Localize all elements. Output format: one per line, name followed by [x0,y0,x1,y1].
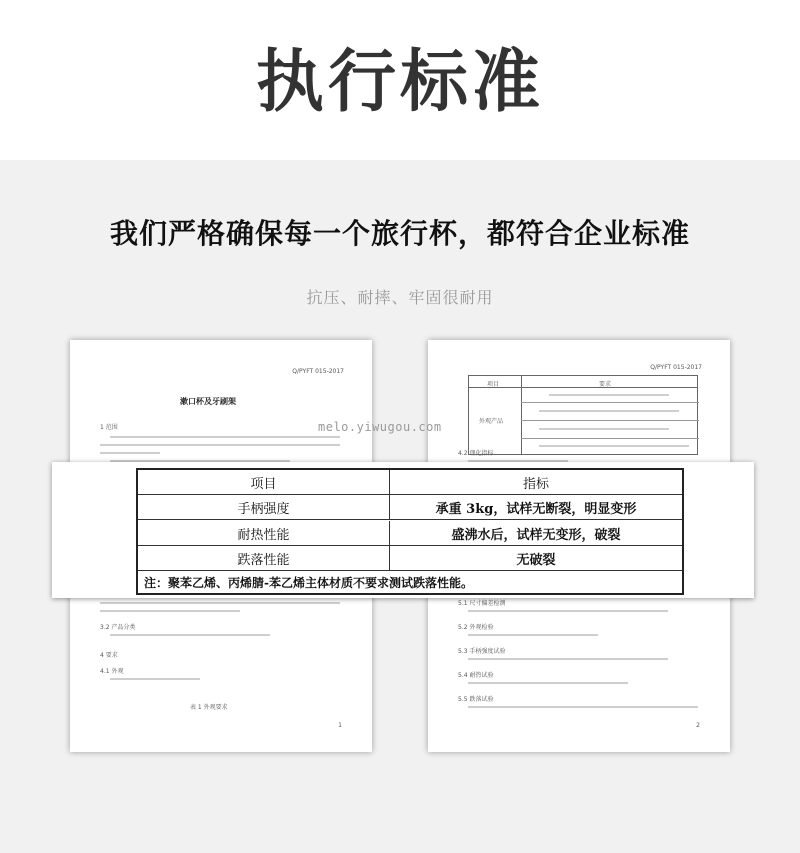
doc-code: Q/PYFT 015-2017 [650,364,702,371]
doc-table-caption: 表 1 外观要求 [190,704,228,711]
doc-section: 5.2 外观检验 [458,624,494,631]
doc-section: 5.5 跌落试验 [458,696,494,703]
mini-table-line [521,438,699,439]
doc-section: 4.1 外观 [100,668,124,675]
table-row [138,546,682,571]
text-line [110,436,340,438]
doc-code: Q/PYFT 015-2017 [292,368,344,375]
text-line [110,634,270,636]
doc-title: 漱口杯及牙刷架 [180,397,236,406]
text-line [468,634,598,636]
mini-table-line [521,402,699,403]
text-line [539,410,679,412]
text-line [539,428,669,430]
banner-headline: 我们严格确保每一个旅行杯，都符合企业标准 [109,217,690,250]
title-band [0,0,800,160]
mini-table-header [469,376,697,388]
text-line [100,610,240,612]
table-cell-spec: 无破裂 [516,552,556,568]
text-line [468,706,698,708]
page-number: 1 [338,722,342,729]
banner-subline: 抗压、耐摔、牢固很耐用 [306,288,494,307]
text-line [100,452,160,454]
watermark-text: melo.yiwugou.com [318,420,442,434]
table-header-item: 项目 [138,470,390,494]
table-header-spec: 指标 [522,476,549,492]
text-line [468,682,628,684]
text-line [110,678,200,680]
mini-table-label: 外观产品 [479,418,504,425]
doc-section: 1 范围 [100,424,118,431]
page-number: 2 [696,722,700,729]
table-row [138,521,682,546]
text-line [100,444,340,446]
mini-table-head: 项目 [487,381,500,388]
table-row [138,495,682,520]
doc-section: 3.2 产品分类 [100,624,136,631]
doc-section: 4.2 理化指标 [458,450,494,457]
text-line [549,394,669,396]
doc-section: 5.3 手柄强度试验 [458,648,506,655]
table-cell-spec: 盛沸水后，试样无变形，破裂 [451,527,621,543]
mini-table-line [521,420,699,421]
table-cell-item: 耐热性能 [138,521,390,545]
page-title: 执行标准 [255,43,544,122]
mini-table-divider [521,376,522,454]
text-line [468,658,668,660]
text-line [468,610,668,612]
table-cell-item: 跌落性能 [138,546,390,570]
doc-section: 5.4 耐热试验 [458,672,494,679]
table-note: 注：聚苯乙烯、丙烯腈-苯乙烯主体材质不要求测试跌落性能。 [144,575,473,590]
doc-mini-table [468,375,698,455]
text-line [100,602,340,604]
table-cell-item: 手柄强度 [138,495,390,519]
table-header-row [138,470,682,495]
text-line [539,445,689,447]
doc-section: 5.1 尺寸偏差检测 [458,600,506,607]
standard-table [136,468,684,595]
doc-section: 4 要求 [100,652,118,659]
table-cell-spec: 承重 3kg，试样无断裂，明显变形 [435,501,637,517]
mini-table-head: 要求 [599,381,612,388]
